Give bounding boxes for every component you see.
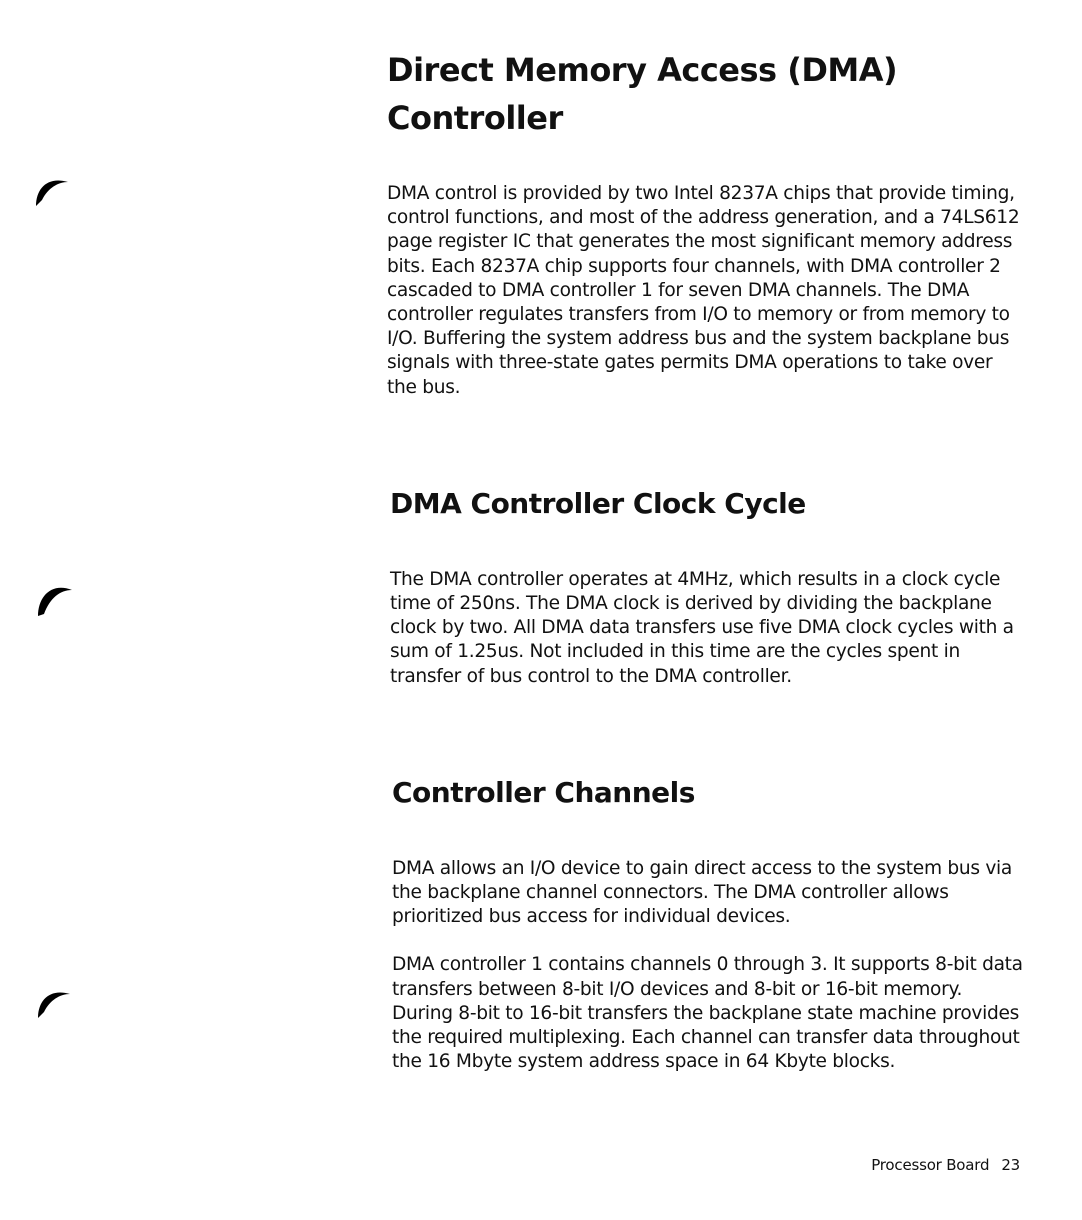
- section-heading-clock-cycle: DMA Controller Clock Cycle: [390, 486, 806, 520]
- channels-paragraph-2: DMA controller 1 contains channels 0 through 3. It supports 8-bit data transfers between 8-bit I/O devices and 8-bit or 16-bit memory. During 8-bit to 16-bit transfers the backplane state machine provides the required multiplexing. Each channel can transfer data throughout the 16 Mbyte system address space in 64 Kbyte blocks.: [392, 954, 1023, 1073]
- page-footer: [871, 1156, 1020, 1174]
- binder-hole-mark-icon: [30, 170, 70, 210]
- channels-paragraph-1: DMA allows an I/O device to gain direct access to the system bus via the backplane channel connectors. The DMA controller allows prioritized bus access for individual devices.: [392, 857, 1013, 928]
- page-title: Direct Memory Access (DMA) Controller: [387, 51, 898, 137]
- page-number: 23: [1001, 1156, 1020, 1174]
- binder-hole-mark-icon: [34, 578, 74, 618]
- footer-section-name: Processor Board: [871, 1156, 990, 1174]
- main-column: [387, 46, 1027, 1074]
- intro-paragraph: DMA control is provided by two Intel 8237A chips that provide timing, control functions, and most of the address generation, and a 74LS612 page register IC that generates the most significant memory address bits. Each 8237A chip supports four channels, with DMA controller 2 cascaded to DMA controller 1 for seven DMA channels. The DMA controller regulates transfers from I/O to memory or from memory to I/O. Buffering the system address bus and the system backplane bus signals with three-state gates permits DMA operations to take over the bus.: [387, 183, 1020, 398]
- section-heading-controller-channels: Controller Channels: [392, 775, 695, 809]
- clock-cycle-paragraph: The DMA controller operates at 4MHz, which results in a clock cycle time of 250ns. The DMA clock is derived by dividing the backplane clock by two. All DMA data transfers use five DMA clock cycles with a sum of 1.25us. Not included in this time are the cycles spent in transfer of bus control to the DMA controller.: [390, 568, 1014, 687]
- binder-hole-mark-icon: [32, 982, 72, 1022]
